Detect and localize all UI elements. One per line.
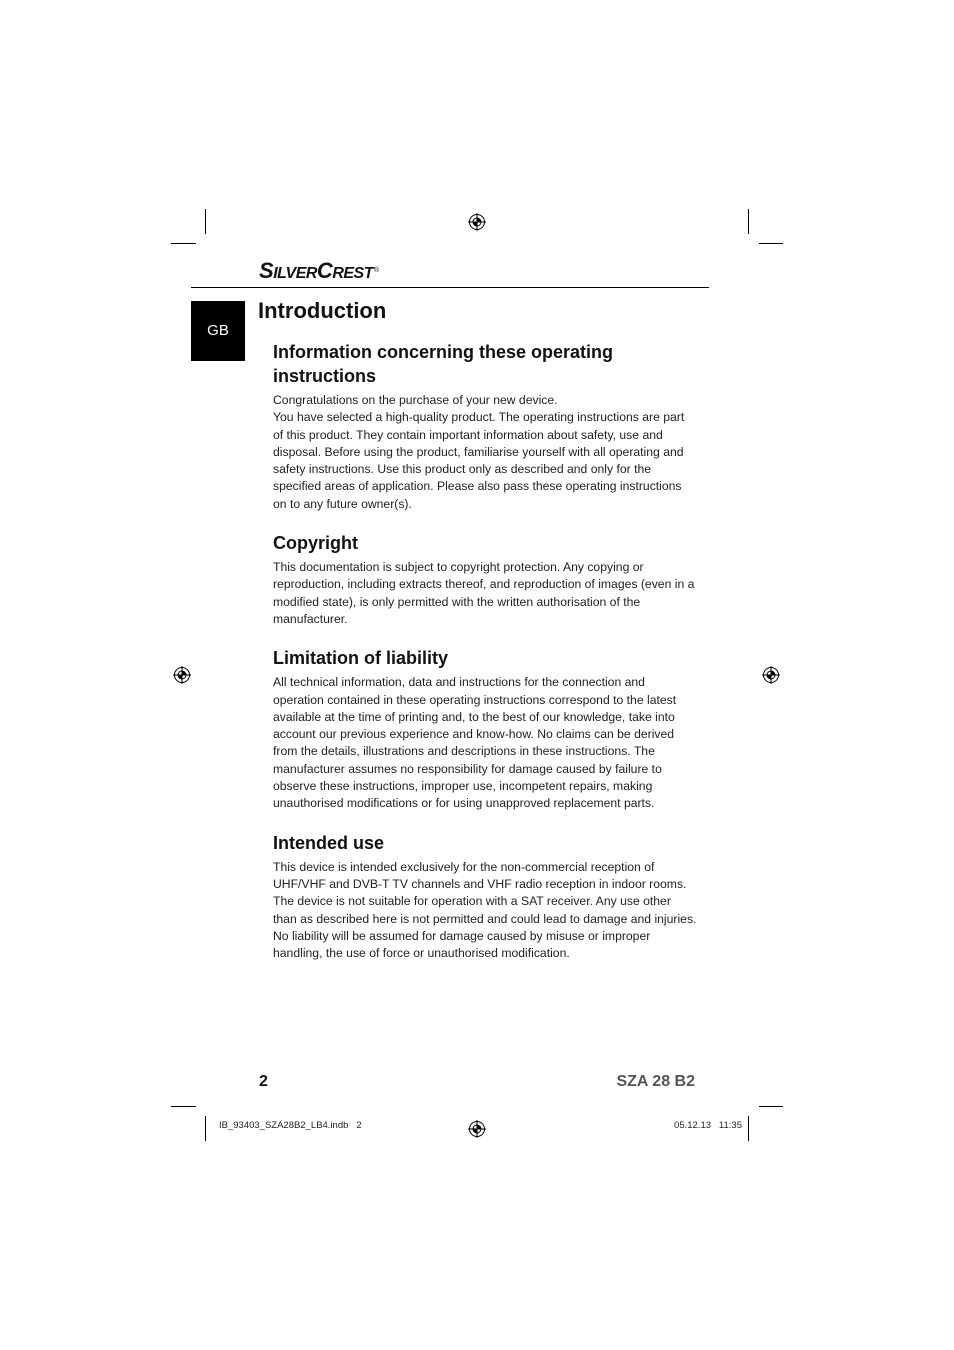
paragraph: All technical information, data and instructions for the connection and operation contained in these operating instructions correspond to the latest available at the time of printing and, to the best of our knowledge, take into account our previous experience and know-how. No claims can be derived from the details, illustrations and descriptions in these instructions. The manufacturer assumes no responsibility for damage caused by failure to observe these instructions, improper use, incompetent repairs, making unauthorised modifications or for using unapproved replacement parts. bbox=[273, 675, 677, 811]
paragraph: This documentation is subject to copyright protection. Any copying or reproduction, including extracts thereof, and reproduction of images (even in a modified state), is only permitted with the written authorisation of the manufacturer. bbox=[273, 560, 695, 626]
crop-mark bbox=[759, 243, 783, 244]
paragraph: You have selected a high-quality product. The operating instructions are part of this product. They contain important information about safety, use and disposal. Before using the product, familiarise yourself with all operating and safety instructions. Use this product only as described and only for the specified areas of application. Please also pass these operating instructions on to any future owner(s). bbox=[273, 410, 685, 511]
section-intended-use bbox=[273, 831, 697, 963]
crop-mark bbox=[205, 209, 206, 234]
section-heading: Limitation of liability bbox=[273, 648, 448, 669]
crop-mark bbox=[748, 1116, 749, 1141]
header-divider bbox=[191, 287, 709, 288]
crop-mark bbox=[205, 1116, 206, 1141]
page-title: Introduction bbox=[258, 298, 387, 323]
section-heading: Copyright bbox=[273, 533, 358, 554]
brand-logo: SILVERCREST® bbox=[259, 258, 379, 283]
section-liability bbox=[273, 646, 697, 812]
section-heading: Information concerning these operating instructions bbox=[273, 342, 614, 386]
crop-mark bbox=[748, 209, 749, 234]
section-heading: Intended use bbox=[273, 832, 385, 853]
print-slug-file: IB_93403_SZA28B2_LB4.indb 2 bbox=[219, 1120, 362, 1131]
crop-mark bbox=[759, 1106, 783, 1107]
crop-mark bbox=[171, 243, 196, 244]
registration-mark-icon bbox=[468, 1120, 486, 1138]
language-tab: GB bbox=[191, 301, 245, 361]
page-number: 2 bbox=[259, 1073, 268, 1090]
registration-mark-icon bbox=[468, 213, 486, 231]
section-operating-instructions bbox=[273, 340, 697, 513]
crop-mark bbox=[171, 1106, 196, 1107]
section-copyright bbox=[273, 531, 697, 628]
registration-mark-icon bbox=[173, 666, 191, 684]
main-content bbox=[273, 340, 697, 980]
model-number: SZA 28 B2 bbox=[616, 1073, 695, 1090]
paragraph: This device is intended exclusively for the non-commercial reception of UHF/VHF and DVB-T TV channels and VHF radio reception in indoor rooms. The device is not suitable for operation with a SAT receiver. Any use other than as described here is not permitted and could lead to damage and injuries. No liability will be assumed for damage caused by misuse or improper handling, the use of force or unauthorised modification. bbox=[273, 859, 697, 961]
registration-mark-icon bbox=[762, 666, 780, 684]
print-slug-datetime: 05.12.13 11:35 bbox=[674, 1120, 742, 1131]
paragraph: Congratulations on the purchase of your new device. bbox=[273, 393, 558, 407]
